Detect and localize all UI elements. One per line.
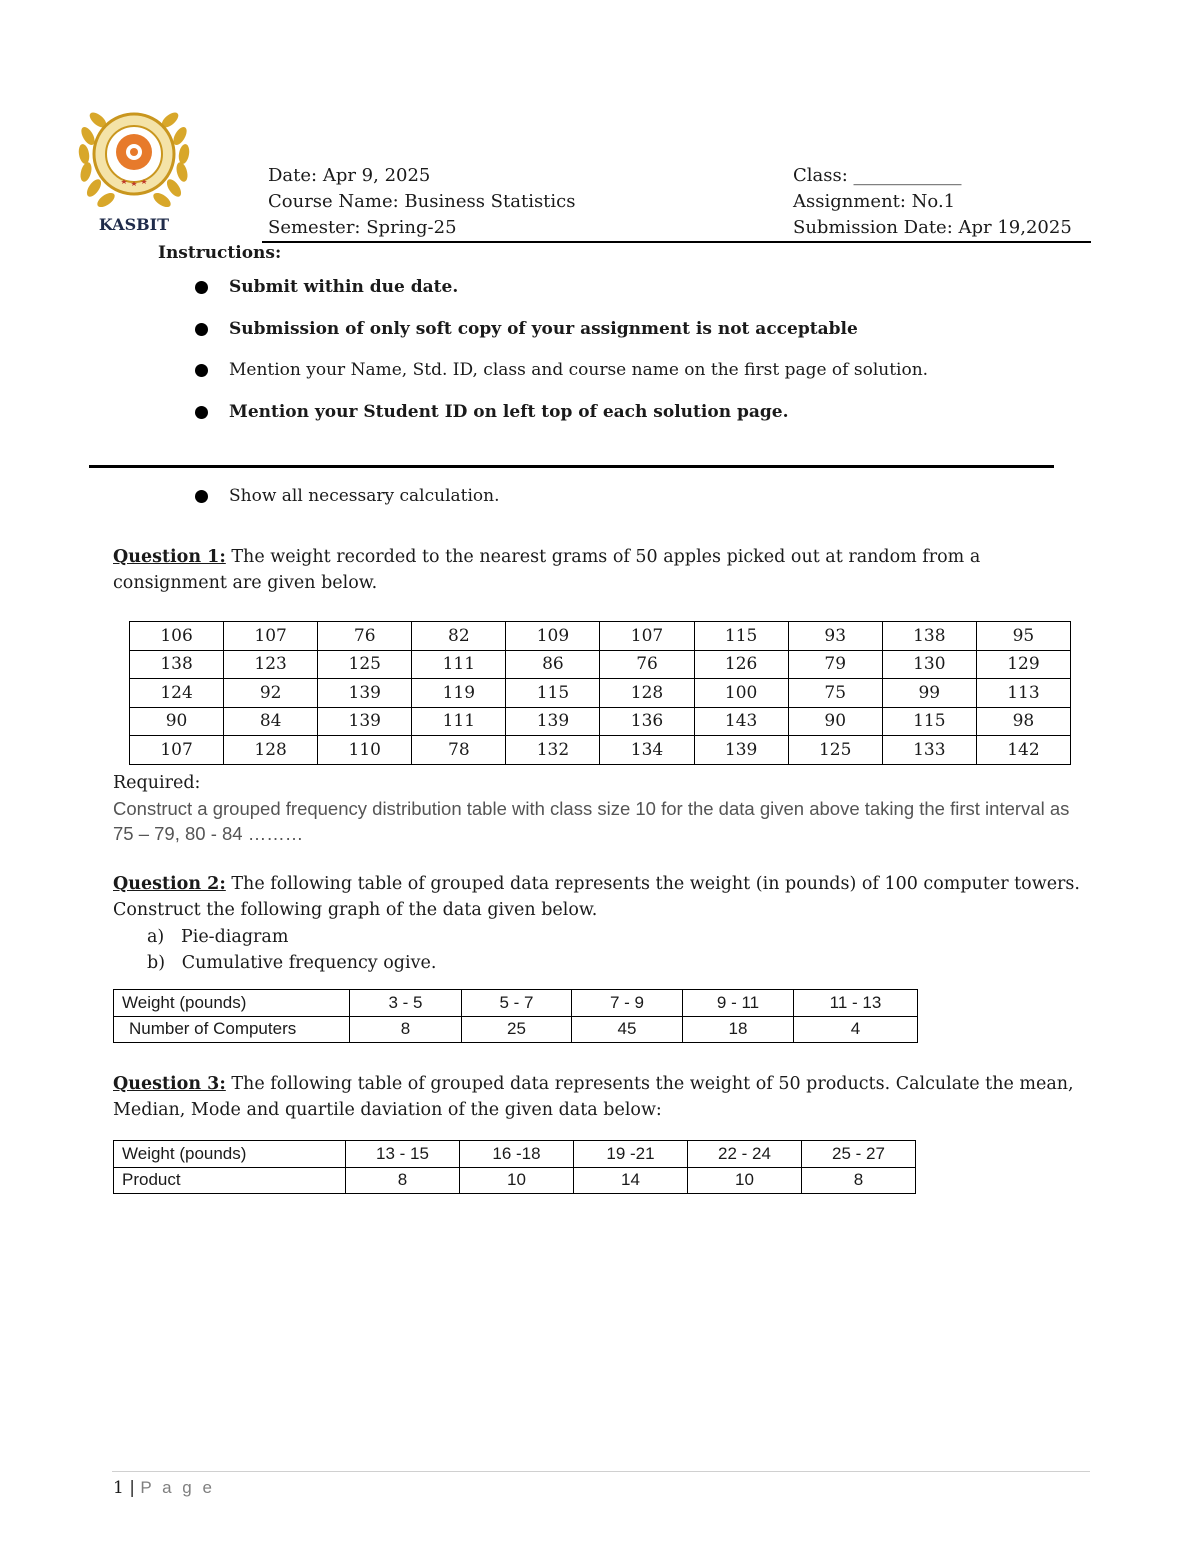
- question-1-text: The weight recorded to the nearest grams of 50 apples picked out at random from a consignment are given below.: [113, 547, 981, 593]
- product-weights-table: [113, 1140, 916, 1194]
- assignment-text: Assignment: No.1: [793, 191, 956, 212]
- table-cell: 8: [346, 1167, 460, 1194]
- table-row: [114, 1167, 916, 1194]
- table-cell: 139: [694, 736, 788, 765]
- table-cell: 8: [350, 1016, 462, 1043]
- bullet-icon: [195, 323, 208, 336]
- semester-text: Semester: Spring-25: [268, 217, 457, 238]
- table-cell: 126: [694, 650, 788, 679]
- table-cell: 98: [976, 707, 1070, 736]
- table-cell: 123: [224, 650, 318, 679]
- table-cell: 93: [788, 622, 882, 651]
- table-cell: 107: [130, 736, 224, 765]
- table-cell: 45: [572, 1016, 683, 1043]
- question-3-text: The following table of grouped data represents the weight of 50 products. Calculate the mean, Median, Mode and quartile daviation of the given data below:: [113, 1074, 1074, 1120]
- question-3: [113, 1071, 1093, 1123]
- instruction-item: Submission of only soft copy of your assignment is not acceptable: [195, 319, 858, 339]
- table-cell: 99: [882, 679, 976, 708]
- table-cell: 115: [506, 679, 600, 708]
- table-cell: 90: [130, 707, 224, 736]
- table-cell: 106: [130, 622, 224, 651]
- table-cell: 107: [224, 622, 318, 651]
- course-name-text: Course Name: Business Statistics: [268, 191, 576, 212]
- table-cell: 90: [788, 707, 882, 736]
- footer-separator: |: [129, 1478, 135, 1498]
- table-cell: 109: [506, 622, 600, 651]
- row-header: Number of Computers: [114, 1016, 350, 1043]
- table-cell: 134: [600, 736, 694, 765]
- question-2-label: Question 2:: [113, 874, 226, 894]
- table-cell: 5 - 7: [462, 990, 572, 1017]
- bullet-icon: [195, 364, 208, 377]
- question-2-parts: [147, 924, 747, 976]
- table-cell: 129: [976, 650, 1070, 679]
- table-row: [130, 622, 1071, 651]
- submission-date-text: Submission Date: Apr 19,2025: [793, 217, 1072, 238]
- table-cell: 18: [683, 1016, 794, 1043]
- question-2: [113, 871, 1093, 923]
- table-cell: 95: [976, 622, 1070, 651]
- table-cell: 79: [788, 650, 882, 679]
- table-cell: 110: [318, 736, 412, 765]
- instruction-item: Mention your Student ID on left top of each solution page.: [195, 402, 789, 422]
- table-cell: 125: [788, 736, 882, 765]
- bullet-icon: [195, 490, 208, 503]
- table-row: [114, 1141, 916, 1168]
- table-cell: 14: [574, 1167, 688, 1194]
- table-cell: 111: [412, 707, 506, 736]
- table-cell: 115: [882, 707, 976, 736]
- table-cell: 128: [224, 736, 318, 765]
- table-cell: 4: [794, 1016, 918, 1043]
- table-cell: 142: [976, 736, 1070, 765]
- question-1-task: Construct a grouped frequency distribution table with class size 10 for the data given above taking the first interval as 75 – 79, 80 - 84 ………: [113, 798, 1070, 844]
- table-cell: 13 - 15: [346, 1141, 460, 1168]
- table-cell: 76: [318, 622, 412, 651]
- table-row: [130, 707, 1071, 736]
- bullet-icon: [195, 406, 208, 419]
- page-footer: [113, 1478, 215, 1498]
- table-cell: 76: [600, 650, 694, 679]
- table-cell: 9 - 11: [683, 990, 794, 1017]
- table-cell: 111: [412, 650, 506, 679]
- instruction-item: Show all necessary calculation.: [195, 486, 500, 506]
- table-cell: 138: [882, 622, 976, 651]
- class-text: Class: ____________: [793, 165, 962, 186]
- required-label: Required:: [113, 773, 201, 793]
- row-header: Weight (pounds): [114, 1141, 346, 1168]
- kasbit-logo: [78, 96, 190, 236]
- table-cell: 139: [318, 679, 412, 708]
- question-1: [113, 544, 1093, 596]
- table-cell: 92: [224, 679, 318, 708]
- table-cell: 11 - 13: [794, 990, 918, 1017]
- part-b: b) Cumulative frequency ogive.: [147, 953, 437, 973]
- bullet-icon: [195, 281, 208, 294]
- table-cell: 124: [130, 679, 224, 708]
- table-cell: 78: [412, 736, 506, 765]
- header-divider: [262, 241, 1091, 243]
- table-cell: 125: [318, 650, 412, 679]
- table-cell: 119: [412, 679, 506, 708]
- row-header: Weight (pounds): [114, 990, 350, 1017]
- question-1-label: Question 1:: [113, 547, 226, 567]
- question-3-label: Question 3:: [113, 1074, 226, 1094]
- table-row: [130, 679, 1071, 708]
- footer-divider: [112, 1471, 1090, 1472]
- computer-weights-table: [113, 989, 918, 1043]
- table-cell: 128: [600, 679, 694, 708]
- table-cell: 113: [976, 679, 1070, 708]
- apple-weights-table: [129, 621, 1071, 765]
- table-cell: 115: [694, 622, 788, 651]
- table-cell: 19 -21: [574, 1141, 688, 1168]
- instruction-item: Mention your Name, Std. ID, class and course name on the first page of solution.: [195, 360, 928, 380]
- table-row: [130, 736, 1071, 765]
- table-cell: 3 - 5: [350, 990, 462, 1017]
- table-cell: 7 - 9: [572, 990, 683, 1017]
- section-divider: [89, 465, 1054, 468]
- table-cell: 139: [506, 707, 600, 736]
- table-cell: 143: [694, 707, 788, 736]
- table-cell: 10: [688, 1167, 802, 1194]
- part-a: a) Pie-diagram: [147, 927, 289, 947]
- date-text: Date: Apr 9, 2025: [268, 165, 431, 186]
- table-cell: 8: [802, 1167, 916, 1194]
- table-row: [114, 1016, 918, 1043]
- table-cell: 86: [506, 650, 600, 679]
- instruction-item: Submit within due date.: [195, 277, 458, 297]
- table-row: [114, 990, 918, 1017]
- question-2-text: The following table of grouped data represents the weight (in pounds) of 100 computer towers. Construct the following graph of the data given below.: [113, 874, 1080, 920]
- table-cell: 10: [460, 1167, 574, 1194]
- page-word: P a g e: [140, 1478, 215, 1497]
- table-cell: 84: [224, 707, 318, 736]
- table-cell: 100: [694, 679, 788, 708]
- table-cell: 130: [882, 650, 976, 679]
- table-cell: 75: [788, 679, 882, 708]
- table-cell: 132: [506, 736, 600, 765]
- instructions-title: Instructions:: [158, 243, 282, 263]
- table-cell: 25 - 27: [802, 1141, 916, 1168]
- table-cell: 107: [600, 622, 694, 651]
- table-cell: 139: [318, 707, 412, 736]
- table-cell: 133: [882, 736, 976, 765]
- table-cell: 82: [412, 622, 506, 651]
- page-number: 1: [113, 1478, 124, 1498]
- table-cell: 136: [600, 707, 694, 736]
- table-cell: 138: [130, 650, 224, 679]
- table-cell: 25: [462, 1016, 572, 1043]
- table-row: [130, 650, 1071, 679]
- row-header: Product: [114, 1167, 346, 1194]
- table-cell: 22 - 24: [688, 1141, 802, 1168]
- svg-text:KASBIT: KASBIT: [98, 215, 170, 234]
- table-cell: 16 -18: [460, 1141, 574, 1168]
